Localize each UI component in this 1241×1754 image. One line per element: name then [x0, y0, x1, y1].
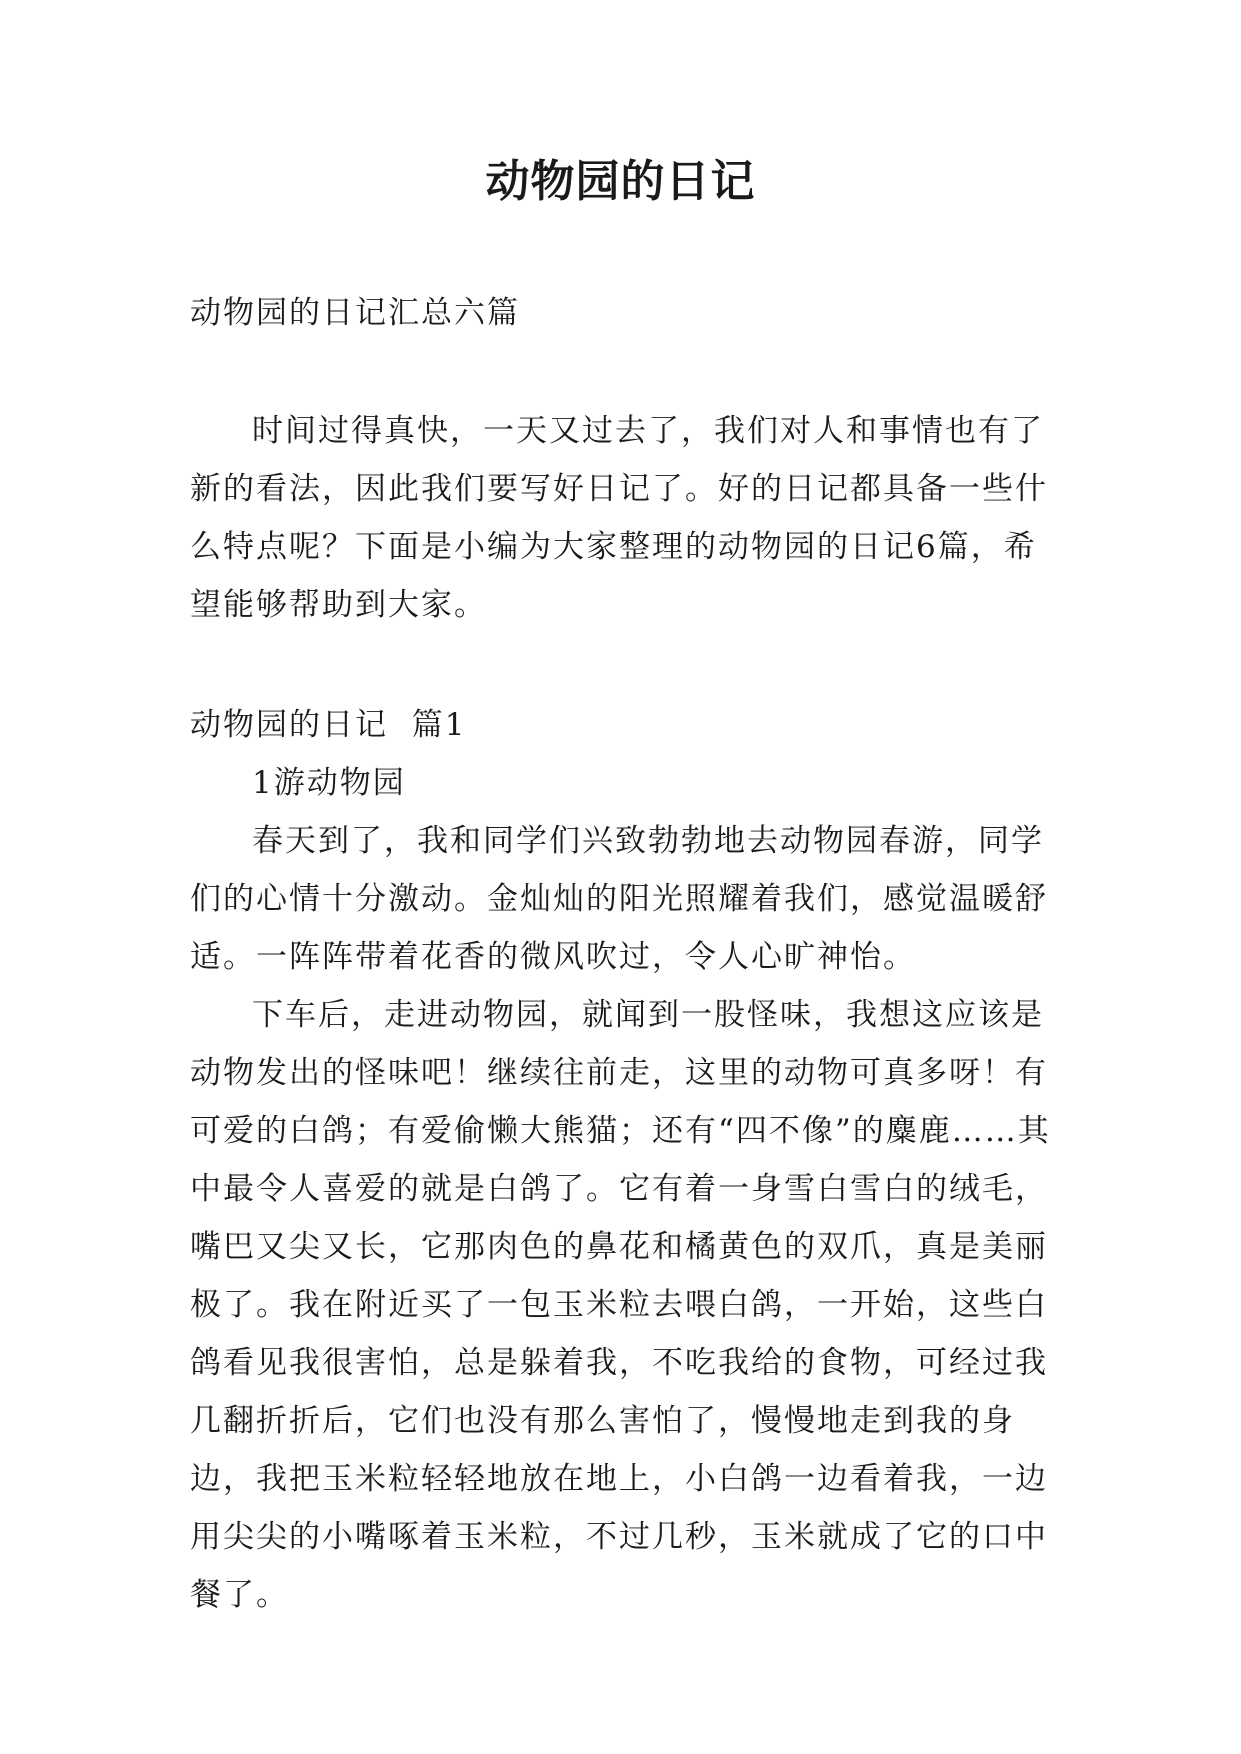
body-paragraph-2: 下车后，走进动物园，就闻到一股怪味，我想这应该是动物发出的怪味吧！继续往前走，这里的动物可真多呀！有可爱的白鸽；有爱偷懒大熊猫；还有“四不像”的麋鹿……其中最令人喜爱的就是白鸽了。它有着一身雪白雪白的绒毛，嘴巴又尖又长，它那肉色的鼻花和橘黄色的双爪，真是美丽极了。我在附近买了一包玉米粒去喂白鸽，一开始，这些白鸽看见我很害怕，总是躲着我，不吃我给的食物，可经过我几翻折折后，它们也没有那么害怕了，慢慢地走到我的身边，我把玉米粒轻轻地放在地上，小白鸽一边看着我，一边用尖尖的小嘴啄着玉米粒，不过几秒，玉米就成了它的口中餐了。: [190, 997, 1051, 1613]
section-heading: 动物园的日记 篇1: [190, 707, 467, 743]
document-subtitle: 动物园的日记汇总六篇: [190, 295, 520, 331]
section-subheading: 1游动物园: [252, 765, 406, 801]
intro-paragraph: 时间过得真快，一天又过去了，我们对人和事情也有了新的看法，因此我们要写好日记了。好的日记都具备一些什么特点呢？下面是小编为大家整理的动物园的日记6篇，希望能够帮助到大家。: [190, 413, 1048, 623]
body-paragraph-1: 春天到了，我和同学们兴致勃勃地去动物园春游，同学们的心情十分激动。金灿灿的阳光照耀着我们，感觉温暖舒适。一阵阵带着花香的微风吹过，令人心旷神怡。: [190, 823, 1048, 975]
document-title: 动物园的日记: [485, 156, 756, 207]
